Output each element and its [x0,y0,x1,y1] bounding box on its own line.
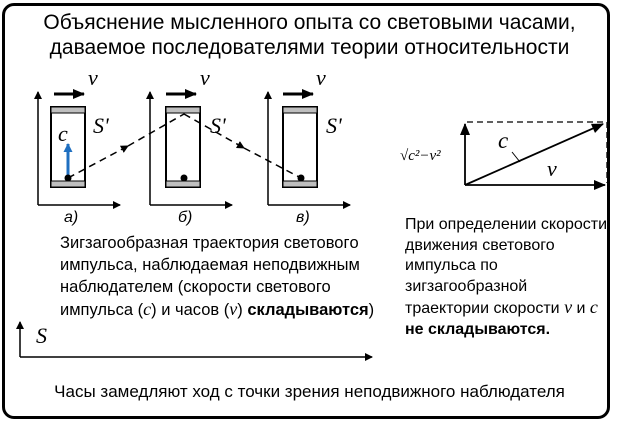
clock-a [38,65,120,226]
clock-b [150,65,232,226]
caption-a: а) [64,209,79,226]
left-description [60,232,390,321]
footer-text: Часы замедляют ход с точки зрения неподвижного наблюдателя [54,382,565,401]
caption-c: в) [296,209,310,226]
right-desc-part1: При определении скорости движения светового импульса по зигзагообразной траектории скорости [405,216,608,317]
mirror-top-b [166,107,200,113]
ground-frame-label: S [36,323,47,348]
clock-c [268,65,350,226]
velocity-label-c: v [316,65,326,90]
frame-label-c: S' [326,113,342,138]
left-desc-v: v [229,299,238,319]
vector-c-label-tick [512,152,520,162]
title-line-1: Объяснение мысленного опыта со световыми часами, [43,11,576,34]
right-desc-c: c [589,297,598,317]
light-label: c [58,121,68,146]
mirror-bottom-c [283,181,317,187]
left-desc-part4: ) [368,301,375,319]
photon-b [181,175,188,182]
frame-label-b: S' [210,113,226,138]
left-desc-c: c [143,299,152,319]
ground-frame [20,322,372,357]
vector-c-label: c [498,128,509,153]
velocity-triangle [400,122,607,185]
right-desc-part2: и [572,300,590,317]
mirror-bottom-a [51,181,85,187]
vector-c [465,124,603,185]
mirror-top-c [283,107,317,113]
right-description [405,215,615,340]
left-desc-part1: Зигзагообразная траектория световогo импульса, наблюдаемая неподвижным наблюдателем (скорости светового импульса ( [60,234,360,319]
right-desc-bold: не складываются. [405,320,551,338]
caption-b: б) [178,209,193,226]
left-desc-bold: складываются [247,301,369,319]
left-desc-part2: ) и часов ( [151,301,230,319]
title-line-2: даваемое последователями теории относительности [49,36,570,59]
right-desc-v: v [564,297,573,317]
frame-label-a: S' [93,113,109,138]
mirror-bottom-b [166,181,200,187]
vector-v-label: v [547,156,557,181]
mirror-top-a [51,107,85,113]
velocity-label-b: v [200,65,210,90]
left-desc-part3: ) [237,301,248,319]
vector-side-label: √c²−v² [400,148,441,164]
velocity-label-a: v [88,65,98,90]
